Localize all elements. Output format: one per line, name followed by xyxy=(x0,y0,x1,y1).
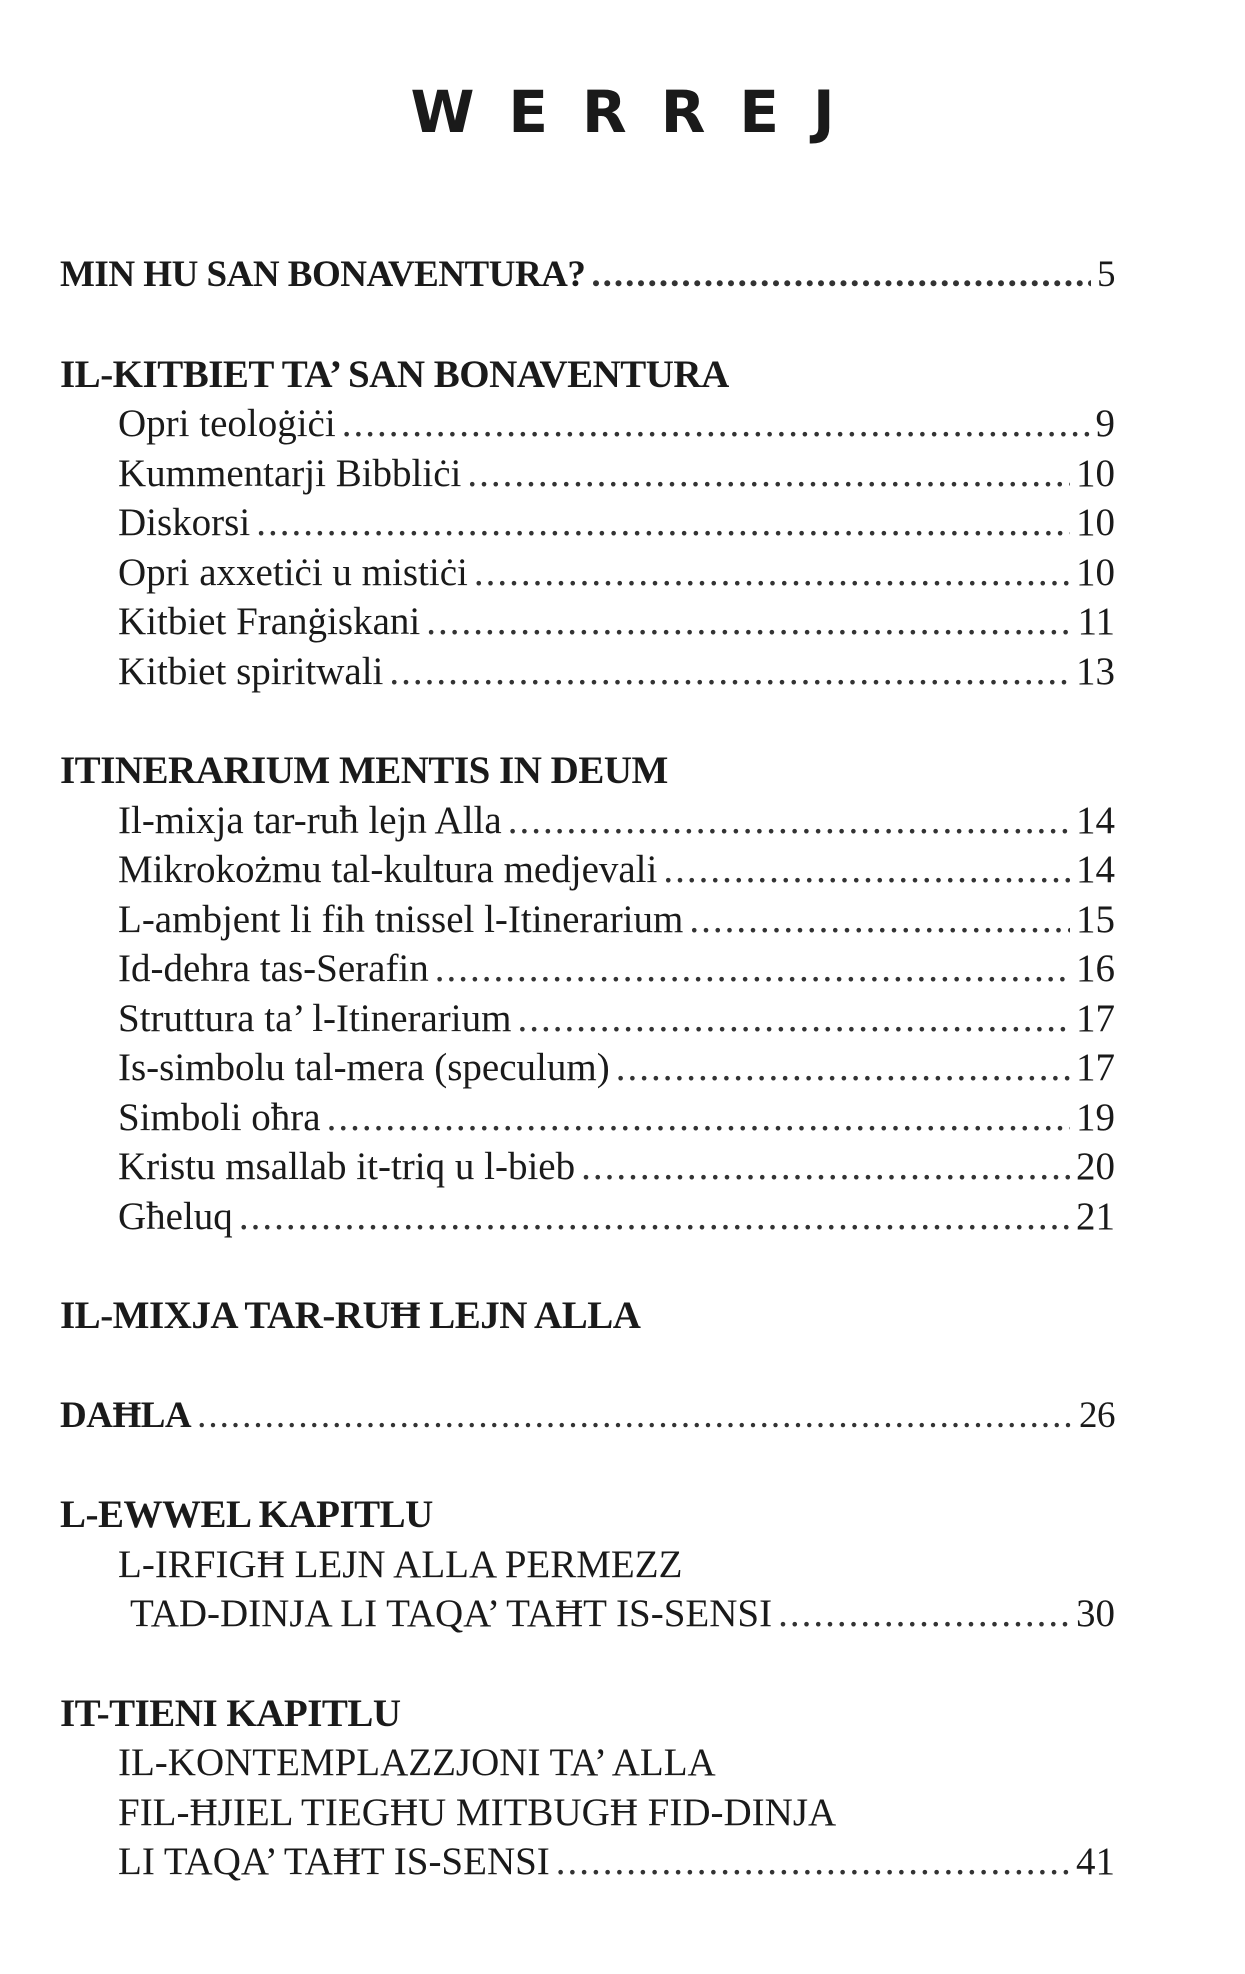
toc-page-number: 10 xyxy=(1076,451,1115,495)
dot-leader xyxy=(556,1837,1070,1887)
toc-entry-label: Kitbiet Franġiskani xyxy=(118,600,421,643)
toc-entry-label: Kristu msallab it-triq u l-bieb xyxy=(118,1145,576,1188)
section-heading-kitbiet: IL-KITBIET TA’ SAN BONAVENTURA xyxy=(60,352,729,396)
toc-entry-label: Opri teoloġiċi xyxy=(118,402,336,445)
toc-page-number: 10 xyxy=(1076,501,1115,544)
dot-leader xyxy=(663,845,1070,895)
toc-page-number: 19 xyxy=(1076,1095,1115,1139)
toc-page-number: 15 xyxy=(1076,897,1115,941)
toc-entry[interactable] xyxy=(60,498,1115,548)
dot-leader xyxy=(327,1093,1070,1143)
dot-leader xyxy=(581,1142,1070,1192)
table-of-contents xyxy=(60,250,1115,1887)
chapter-title-line: IL-KONTEMPLAZZJONI TA’ ALLA xyxy=(118,1741,716,1784)
toc-page-number: 14 xyxy=(1076,848,1115,891)
toc-entry-label: DAĦLA xyxy=(60,1394,192,1436)
toc-entry-label: Kummentarji Bibbliċi xyxy=(118,451,462,495)
toc-entry-label: Għeluq xyxy=(118,1194,233,1238)
toc-entry[interactable] xyxy=(60,647,1115,697)
toc-page-number: 14 xyxy=(1076,798,1115,842)
dot-leader xyxy=(197,1391,1073,1441)
toc-entry-label: Simboli oħra xyxy=(118,1095,321,1139)
toc-entry-label: Diskorsi xyxy=(118,501,251,544)
toc-page-number: 30 xyxy=(1076,1592,1115,1635)
dot-leader xyxy=(239,1192,1070,1242)
toc-entry-label: Kitbiet spiritwali xyxy=(118,649,384,693)
toc-entry[interactable] xyxy=(60,548,1115,598)
toc-entry[interactable] xyxy=(60,399,1115,449)
toc-entry-label: L-ambjent li fih tnissel l-Itinerarium xyxy=(118,897,684,941)
toc-entry[interactable] xyxy=(60,796,1115,846)
toc-entry-label: Il-mixja tar-ruħ lejn Alla xyxy=(118,798,502,842)
toc-page-number: 16 xyxy=(1076,947,1115,990)
toc-page-number: 26 xyxy=(1079,1394,1115,1436)
toc-entry-label: Opri axxetiċi u mistiċi xyxy=(118,550,468,594)
toc-page-number: 17 xyxy=(1076,1046,1115,1089)
toc-entry-label: Mikrokożmu tal-kultura medjevali xyxy=(118,848,658,891)
section-heading-itinerarium: ITINERARIUM MENTIS IN DEUM xyxy=(60,749,668,792)
dot-leader xyxy=(778,1589,1070,1639)
dot-leader xyxy=(435,944,1070,994)
dot-leader xyxy=(426,597,1071,647)
chapter-title-line: FIL-ĦJIEL TIEGĦU MITBUGĦ FID-DINJA xyxy=(118,1790,837,1834)
toc-entry[interactable] xyxy=(60,1142,1115,1192)
toc-entry[interactable] xyxy=(60,845,1115,895)
section-heading-tieni-kapitlu: IT-TIENI KAPITLU xyxy=(60,1691,401,1735)
dot-leader xyxy=(474,548,1070,598)
toc-page-number: 20 xyxy=(1076,1145,1115,1188)
toc-entry[interactable] xyxy=(60,597,1115,647)
toc-entry-label: LI TAQA’ TAĦT IS-SENSI xyxy=(118,1840,550,1883)
toc-page-number: 9 xyxy=(1095,402,1115,445)
toc-entry[interactable] xyxy=(60,944,1115,994)
toc-page-number: 17 xyxy=(1076,996,1115,1040)
toc-page-number: 10 xyxy=(1076,550,1115,594)
chapter-title-line: L-IRFIGĦ LEJN ALLA PERMEZZ xyxy=(118,1542,683,1586)
toc-entry-dahla[interactable] xyxy=(60,1391,1115,1441)
toc-entry[interactable] xyxy=(60,1192,1115,1242)
toc-entry-label: MIN HU SAN BONAVENTURA? xyxy=(60,254,586,295)
toc-entry-label: Is-simbolu tal-mera (speculum) xyxy=(118,1046,610,1089)
toc-entry[interactable] xyxy=(60,449,1115,499)
toc-entry[interactable] xyxy=(60,1043,1115,1093)
dot-leader xyxy=(389,647,1070,697)
toc-page-number: 13 xyxy=(1076,649,1115,693)
toc-entry[interactable] xyxy=(60,994,1115,1044)
section-heading-il-mixja: IL-MIXJA TAR-RUĦ LEJN ALLA xyxy=(60,1294,641,1337)
toc-entry[interactable] xyxy=(60,1589,1115,1639)
dot-leader xyxy=(517,994,1070,1044)
toc-entry[interactable] xyxy=(60,1093,1115,1143)
toc-page-number: 21 xyxy=(1076,1194,1115,1238)
dot-leader xyxy=(342,399,1090,449)
toc-page-number: 11 xyxy=(1077,600,1115,643)
section-heading-ewwel-kapitlu: L-EWWEL KAPITLU xyxy=(60,1493,433,1536)
dot-leader xyxy=(467,449,1070,499)
toc-entry-label: TAD-DINJA LI TAQA’ TAĦT IS-SENSI xyxy=(130,1592,773,1635)
dot-leader xyxy=(256,498,1070,548)
toc-entry-label: Id-dehra tas-Serafin xyxy=(118,947,429,990)
toc-entry[interactable] xyxy=(60,895,1115,945)
dot-leader xyxy=(508,796,1070,846)
dot-leader xyxy=(616,1043,1070,1093)
toc-entry-label: Struttura ta’ l-Itinerarium xyxy=(118,996,512,1040)
toc-page-number: 41 xyxy=(1076,1840,1115,1883)
page-title: WERREJ xyxy=(410,78,869,146)
dot-leader xyxy=(591,250,1091,300)
toc-page-number: 5 xyxy=(1097,254,1115,295)
dot-leader xyxy=(689,895,1070,945)
toc-entry[interactable] xyxy=(60,1837,1115,1887)
toc-entry-min-hu-san-bonaventura[interactable] xyxy=(60,250,1115,300)
